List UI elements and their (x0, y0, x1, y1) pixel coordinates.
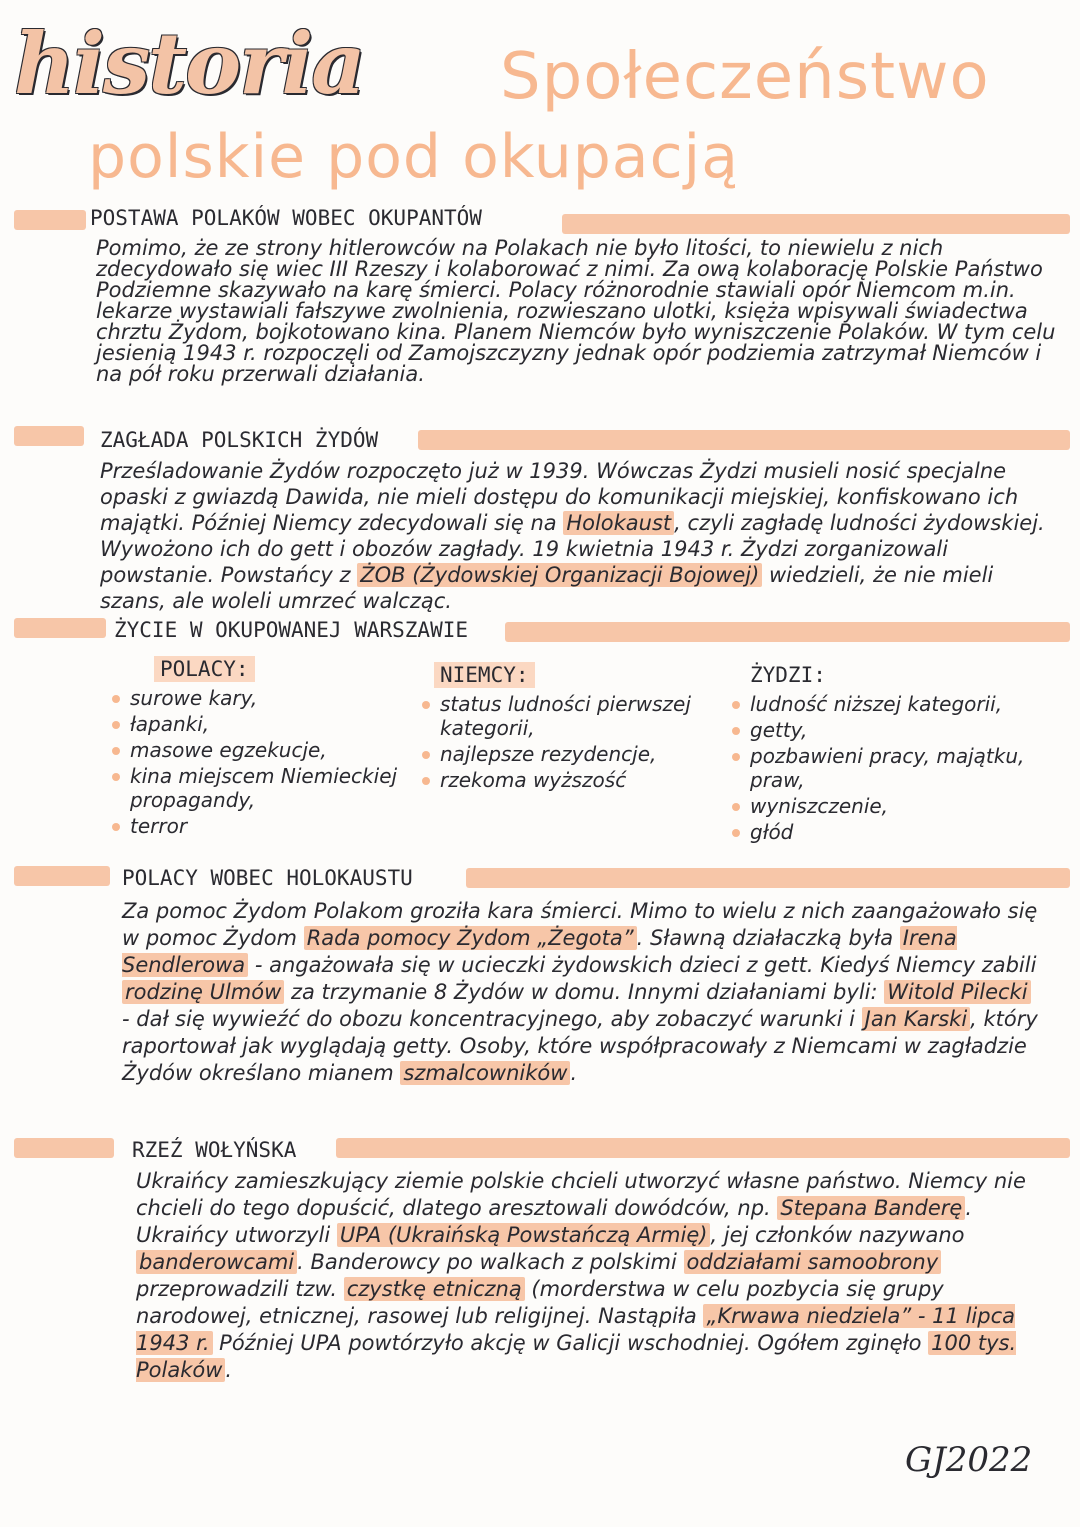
text-part: , jej członków nazywano (710, 1223, 965, 1247)
list-item: surowe kary, (110, 686, 430, 710)
heading-bar-left (14, 210, 86, 230)
text-part: . Banderowcy po walkach z polskimi (297, 1250, 684, 1274)
text-part: . Sławną działaczką była (636, 926, 900, 950)
text-part: Ukraińcy zamieszkujący ziemie polskie chcieli utworzyć własne państwo. Niemcy nie chcieli do tego dopuścić, dlatego aresztowali dowódców, np. (136, 1169, 1026, 1220)
text-part: - dał się wywieźć do obozu koncentracyjnego, aby zobaczyć warunki i (122, 1007, 862, 1031)
bullet-list (110, 686, 430, 838)
bullet-list (420, 692, 720, 792)
list-item: ludność niższej kategorii, (730, 692, 1060, 716)
list-item: kina miejscem Niemieckiej propagandy, (110, 764, 430, 812)
text-part: wiedzieli, że nie mieli szans, ale woleli umrzeć walcząc. (100, 563, 994, 613)
heading-bar-right (505, 622, 1070, 642)
column-title: POLACY: (154, 656, 255, 682)
highlight-term: ŻOB (Żydowskiej Organizacji Bojowej) (357, 563, 762, 587)
section-heading: ZAGŁADA POLSKICH ŻYDÓW (100, 428, 379, 452)
highlight-term: Stepana Banderę (777, 1196, 965, 1220)
bullet-list (730, 692, 1060, 844)
text-part: . (570, 1061, 578, 1085)
text-part: Za pomoc Żydom Polakom groziła kara śmierci. Mimo to wielu z nich zaangażowało się w pomoc Żydom (122, 899, 1038, 950)
historia-logo: historia (14, 14, 364, 113)
section-heading: ŻYCIE W OKUPOWANEJ WARSZAWIE (114, 618, 469, 642)
section-postawa (0, 202, 1080, 432)
highlight-term: Holokaust (563, 511, 674, 535)
heading-bar-right (336, 1138, 1070, 1158)
list-item: getty, (730, 718, 1060, 742)
list-item: wyniszczenie, (730, 794, 1060, 818)
column-title: ŻYDZI: (750, 663, 826, 687)
list-item: łapanki, (110, 712, 430, 736)
text-part: za trzymanie 8 Żydów w domu. Innymi działaniami byli: (284, 980, 885, 1004)
column-niemcy (420, 662, 720, 794)
highlight-term: 100 tys. Polaków (136, 1331, 1017, 1382)
heading-bar-right (562, 214, 1070, 234)
highlight-term: Irena Sendlerowa (122, 926, 957, 977)
highlight-term: rodzinę Ulmów (122, 980, 284, 1004)
heading-bar-right (466, 868, 1070, 888)
section-heading: POLACY WOBEC HOLOKAUSTU (122, 866, 413, 890)
list-item: najlepsze rezydencje, (420, 742, 720, 766)
heading-bar-left (14, 1138, 114, 1158)
section-text: Pomimo, że ze strony hitlerowców na Polakach nie było litości, to niewielu z nich zdecydowało się wiec III Rzeszy i kolaborować z nimi. Za ową kolaborację Polskie Państwo Podziemne skazywało na karę śmierci. Polacy różnorodnie stawiali opór Niemcom m.in. lekarze wystawiali fałszywe zwolnienia, rozwieszano ulotki, księża wpisywali świadectwa chrztu Żydom, bojkotowano kina. Planem Niemców było wyniszczenie Polaków. W tym celu jesienią 1943 r. rozpoczęli od Zamojszczyzny jednak opór podziemia zatrzymał Niemców i na pół roku przerwali działania. (96, 236, 1056, 386)
heading-bar-left (14, 426, 84, 446)
highlight-term: szmalcowników (400, 1061, 570, 1085)
highlight-term: oddziałami samoobrony (684, 1250, 942, 1274)
section-holokaust (0, 860, 1080, 1130)
text-part: - angażowała się w ucieczki żydowskich dzieci z gett. Kiedyś Niemcy zabili (248, 953, 1037, 977)
column-polacy (110, 656, 430, 840)
signature: GJ2022 (905, 1440, 1033, 1480)
list-item: terror (110, 814, 430, 838)
text-part: (morderstwa w celu pozbycia się grupy narodowej, etnicznej, rasowej lub religijnej. Nastąpiła (136, 1277, 944, 1328)
section-heading: RZEŹ WOŁYŃSKA (132, 1138, 297, 1162)
list-item: masowe egzekucje, (110, 738, 430, 762)
section-zaglada (0, 422, 1080, 617)
text-part: Prześladowanie Żydów rozpoczęto już w 1939. Wówczas Żydzi musieli nosić specjalne opaski z gwiazdą Dawida, nie mieli dostępu do komunikacji miejskiej, konfiskowano ich majątki. Później Niemcy zdecydowali się na (100, 459, 1019, 535)
highlight-term: „Krwawa niedziela” - 11 lipca 1943 r. (136, 1304, 1015, 1355)
section-text (100, 458, 1064, 614)
text-part: , czyli zagładę ludności żydowskiej. Wywożono ich do gett i obozów zagłady. 19 kwietnia 1943 r. Żydzi zorganizowali powstanie. Powstańcy z (100, 511, 1045, 587)
highlight-term: UPA (Ukraińską Powstańczą Armię) (337, 1223, 711, 1247)
column-zydzi (730, 662, 1060, 846)
column-title: NIEMCY: (434, 662, 535, 688)
highlight-term: banderowcami (136, 1250, 297, 1274)
section-text (136, 1168, 1056, 1384)
list-item: status ludności pierwszej kategorii, (420, 692, 720, 740)
heading-bar-left (14, 618, 106, 638)
heading-bar-right (418, 430, 1070, 450)
text-part: , który raportował jak wyglądają getty. Osoby, które współpracowały z Niemcami w zagładzie Żydów określano mianem (122, 1007, 1038, 1085)
section-heading: POSTAWA POLAKÓW WOBEC OKUPANTÓW (90, 206, 482, 230)
text-part: . Ukraińcy utworzyli (136, 1196, 973, 1247)
highlight-term: Jan Karski (862, 1007, 971, 1031)
heading-bar-left (14, 866, 110, 886)
title-line-2: polskie pod okupacją (88, 122, 739, 192)
section-zycie (0, 612, 1080, 862)
list-item: rzekoma wyższość (420, 768, 720, 792)
text-part: . (225, 1358, 233, 1382)
highlight-term: czystkę etniczną (344, 1277, 525, 1301)
text-part: przeprowadzili tzw. (136, 1277, 344, 1301)
list-item: głód (730, 820, 1060, 844)
section-wolyn (0, 1132, 1080, 1432)
section-text (122, 898, 1042, 1087)
title-line-1: Społeczeństwo (500, 40, 990, 114)
highlight-term: Witold Pilecki (884, 980, 1030, 1004)
text-part: Później UPA powtórzyło akcję w Galicji wschodniej. Ogółem zginęło (212, 1331, 929, 1355)
list-item: pozbawieni pracy, majątku, praw, (730, 744, 1060, 792)
highlight-term: Rada pomocy Żydom „Żegota” (304, 926, 637, 950)
